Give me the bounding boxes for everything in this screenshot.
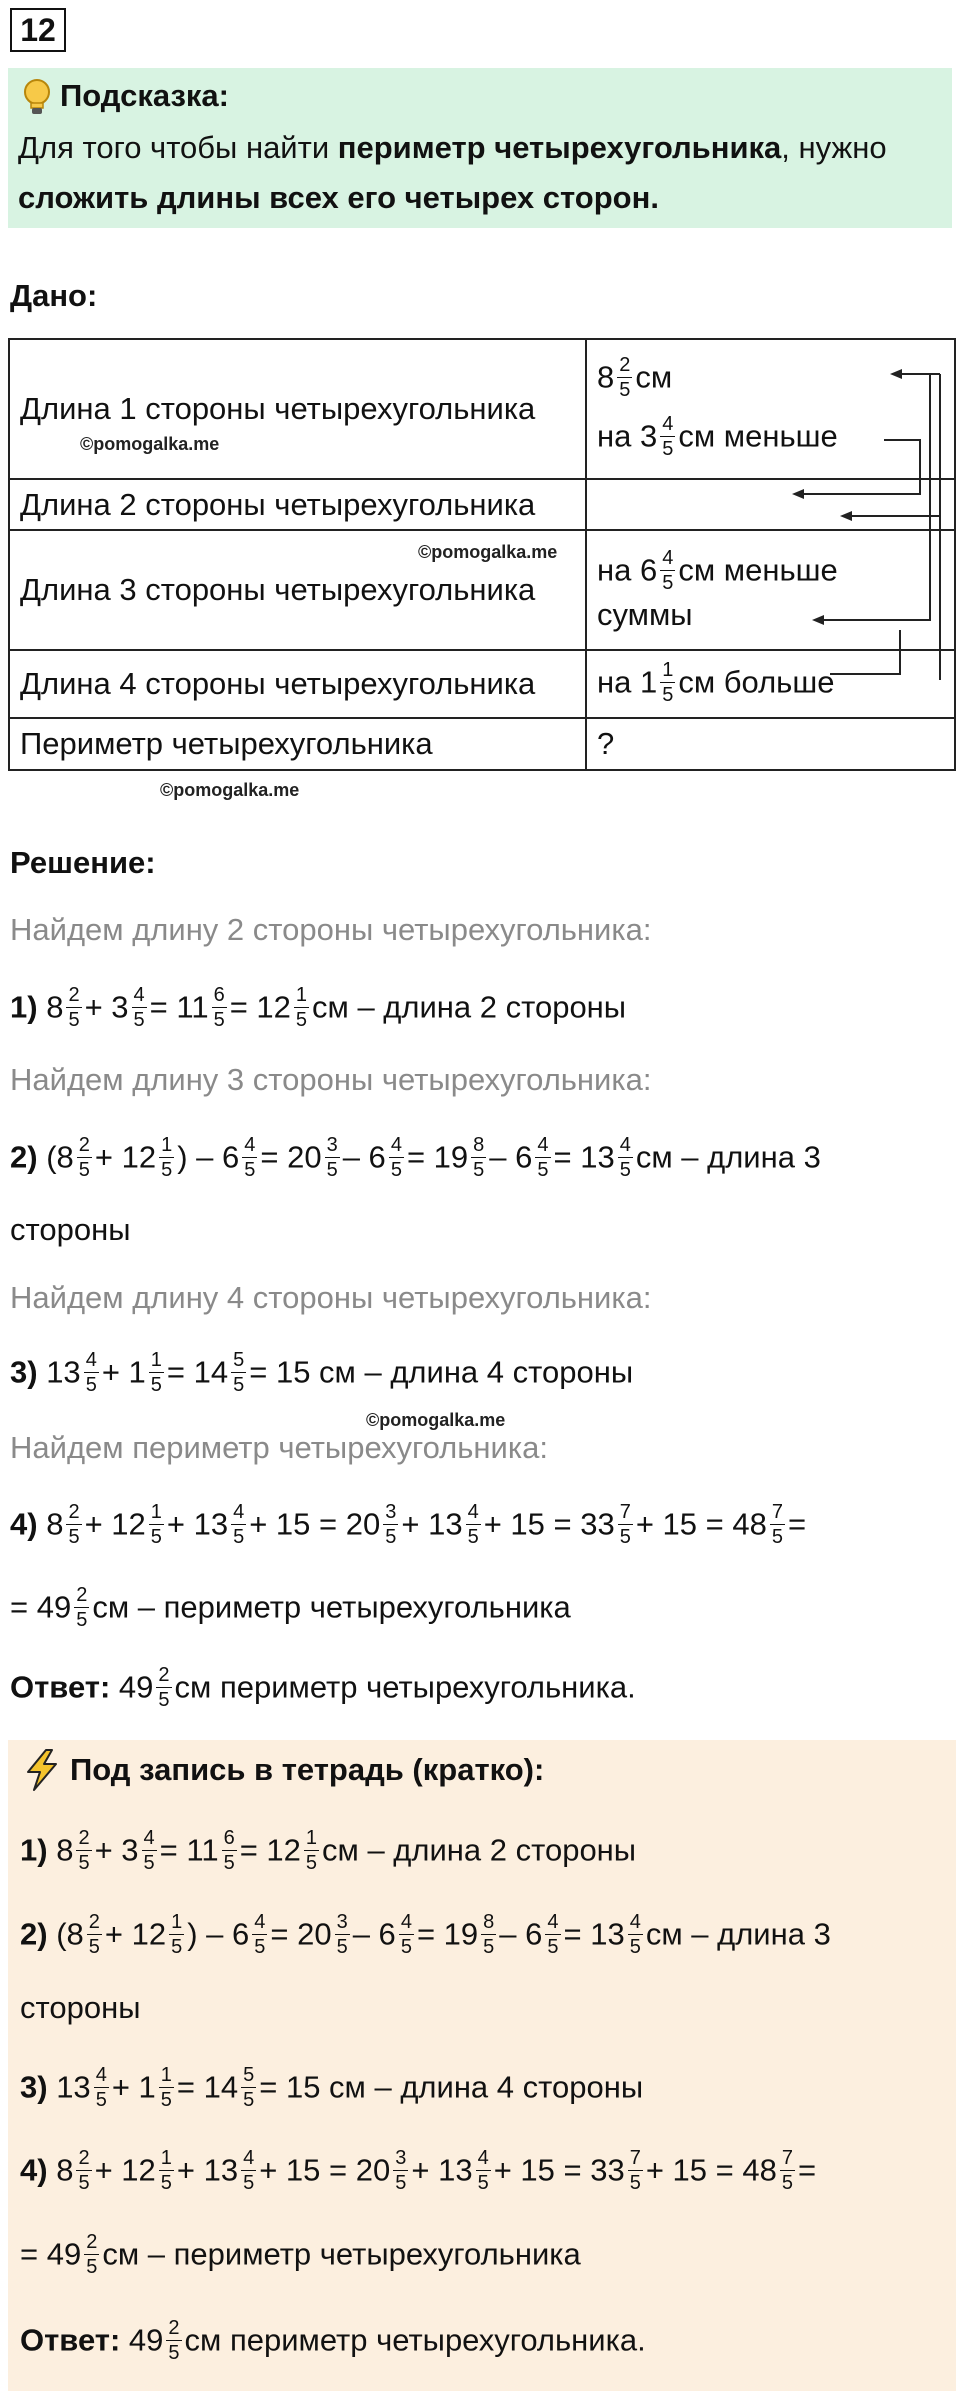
table-cell-value: на 1 $\frac{1}{5}$ см больше bbox=[586, 650, 955, 718]
step-4-continuation: = 49 $\frac{2}{5}$ см – периметр четырехугольника bbox=[10, 1584, 571, 1631]
notes-step-2-wrap: стороны bbox=[20, 1990, 141, 2025]
step-4-equation: 4) 8 $\frac{2}{5}$ + 12 $\frac{1}{5}$ + 13 $\frac{4}{5}$ + 15 = 20 $\frac{3}{5}$ + 13 $\frac{4}{5}$ + 15 = 33 $\frac{7}{5}$ + 15 = 48 $\frac{7}{5}$ = bbox=[10, 1501, 807, 1548]
step-2-equation: 2) (8 $\frac{2}{5}$ + 12 $\frac{1}{5}$ ) – 6 $\frac{4}{5}$ = 20 $\frac{3}{5}$ – 6 $\frac{4}{5}$ = 19 $\frac{8}{5}$ – 6 $\frac{4}{5}$ = 13 $\frac{4}{5}$ см – длина 3 bbox=[10, 1134, 821, 1181]
notes-title: Под запись в тетрадь (кратко): bbox=[70, 1752, 545, 1787]
step-caption: Найдем длину 3 стороны четырехугольника: bbox=[10, 1062, 652, 1097]
table-cell-label: Длина 2 стороны четырехугольника bbox=[9, 479, 586, 530]
hint-title: Подсказка: bbox=[60, 78, 229, 113]
table-cell-label: Длина 4 стороны четырехугольника bbox=[9, 650, 586, 718]
lightning-icon bbox=[22, 1748, 62, 1792]
relation-arrows bbox=[780, 360, 960, 690]
step-3-equation: 3) 13 $\frac{4}{5}$ + 1 $\frac{1}{5}$ = 14 $\frac{5}{5}$ = 15 см – длина 4 стороны bbox=[10, 1349, 634, 1396]
table-cell-value: 8 $\frac{2}{5}$ см на 3 $\frac{4}{5}$ см меньше bbox=[586, 339, 955, 479]
step-caption: Найдем периметр четырехугольника: bbox=[10, 1430, 548, 1465]
table-cell-value: на 6 $\frac{4}{5}$ см меньше суммы bbox=[586, 530, 955, 650]
notes-step-2: 2) (8 $\frac{2}{5}$ + 12 $\frac{1}{5}$ ) – 6 $\frac{4}{5}$ = 20 $\frac{3}{5}$ – 6 $\frac{4}{5}$ = 19 $\frac{8}{5}$ – 6 $\frac{4}{5}$ = 13 $\frac{4}{5}$ см – длина 3 bbox=[20, 1911, 831, 1958]
notes-step-3: 3) 13 $\frac{4}{5}$ + 1 $\frac{1}{5}$ = 14 $\frac{5}{5}$ = 15 см – длина 4 стороны bbox=[20, 2064, 644, 2111]
table-cell-value: ? bbox=[586, 718, 955, 770]
watermark: ©pomogalka.me bbox=[80, 434, 220, 454]
watermark: ©pomogalka.me bbox=[366, 1410, 506, 1430]
notes-answer: Ответ: 49 $\frac{2}{5}$ см периметр четырехугольника. bbox=[20, 2317, 646, 2364]
hint-text-line-2: сложить длины всех его четырех сторон. bbox=[18, 180, 659, 215]
notes-step-1: 1) 8 $\frac{2}{5}$ + 3 $\frac{4}{5}$ = 11 $\frac{6}{5}$ = 12 $\frac{1}{5}$ см – длина 2 стороны bbox=[20, 1827, 637, 1874]
table-cell-label: Периметр четырехугольника bbox=[9, 718, 586, 770]
hint-text-line-1: Для того чтобы найти периметр четырехугольника, нужно bbox=[18, 130, 887, 165]
step-caption: Найдем длину 4 стороны четырехугольника: bbox=[10, 1280, 652, 1315]
step-caption: Найдем длину 2 стороны четырехугольника: bbox=[10, 912, 652, 947]
table-cell-label: Длина 3 стороны четырехугольника bbox=[9, 530, 586, 650]
solution-title: Решение: bbox=[10, 845, 156, 880]
table-cell-label: Длина 1 стороны четырехугольника bbox=[9, 339, 586, 479]
lightbulb-icon bbox=[22, 78, 52, 118]
table-row bbox=[9, 718, 955, 770]
task-number: 12 bbox=[10, 8, 66, 52]
step-1-equation: 1) 8 $\frac{2}{5}$ + 3 $\frac{4}{5}$ = 11 $\frac{6}{5}$ = 12 $\frac{1}{5}$ см – длина 2 стороны bbox=[10, 984, 627, 1031]
answer: Ответ: 49 $\frac{2}{5}$ см периметр четырехугольника. bbox=[10, 1664, 636, 1711]
watermark: ©pomogalka.me bbox=[160, 780, 300, 800]
step-2-wrap: стороны bbox=[10, 1212, 131, 1247]
watermark: ©pomogalka.me bbox=[418, 542, 558, 562]
notes-step-4: 4) 8 $\frac{2}{5}$ + 12 $\frac{1}{5}$ + 13 $\frac{4}{5}$ + 15 = 20 $\frac{3}{5}$ + 13 $\frac{4}{5}$ + 15 = 33 $\frac{7}{5}$ + 15 = 48 $\frac{7}{5}$ = bbox=[20, 2147, 817, 2194]
given-title: Дано: bbox=[10, 278, 98, 313]
notes-step-4-continuation: = 49 $\frac{2}{5}$ см – периметр четырехугольника bbox=[20, 2231, 581, 2278]
